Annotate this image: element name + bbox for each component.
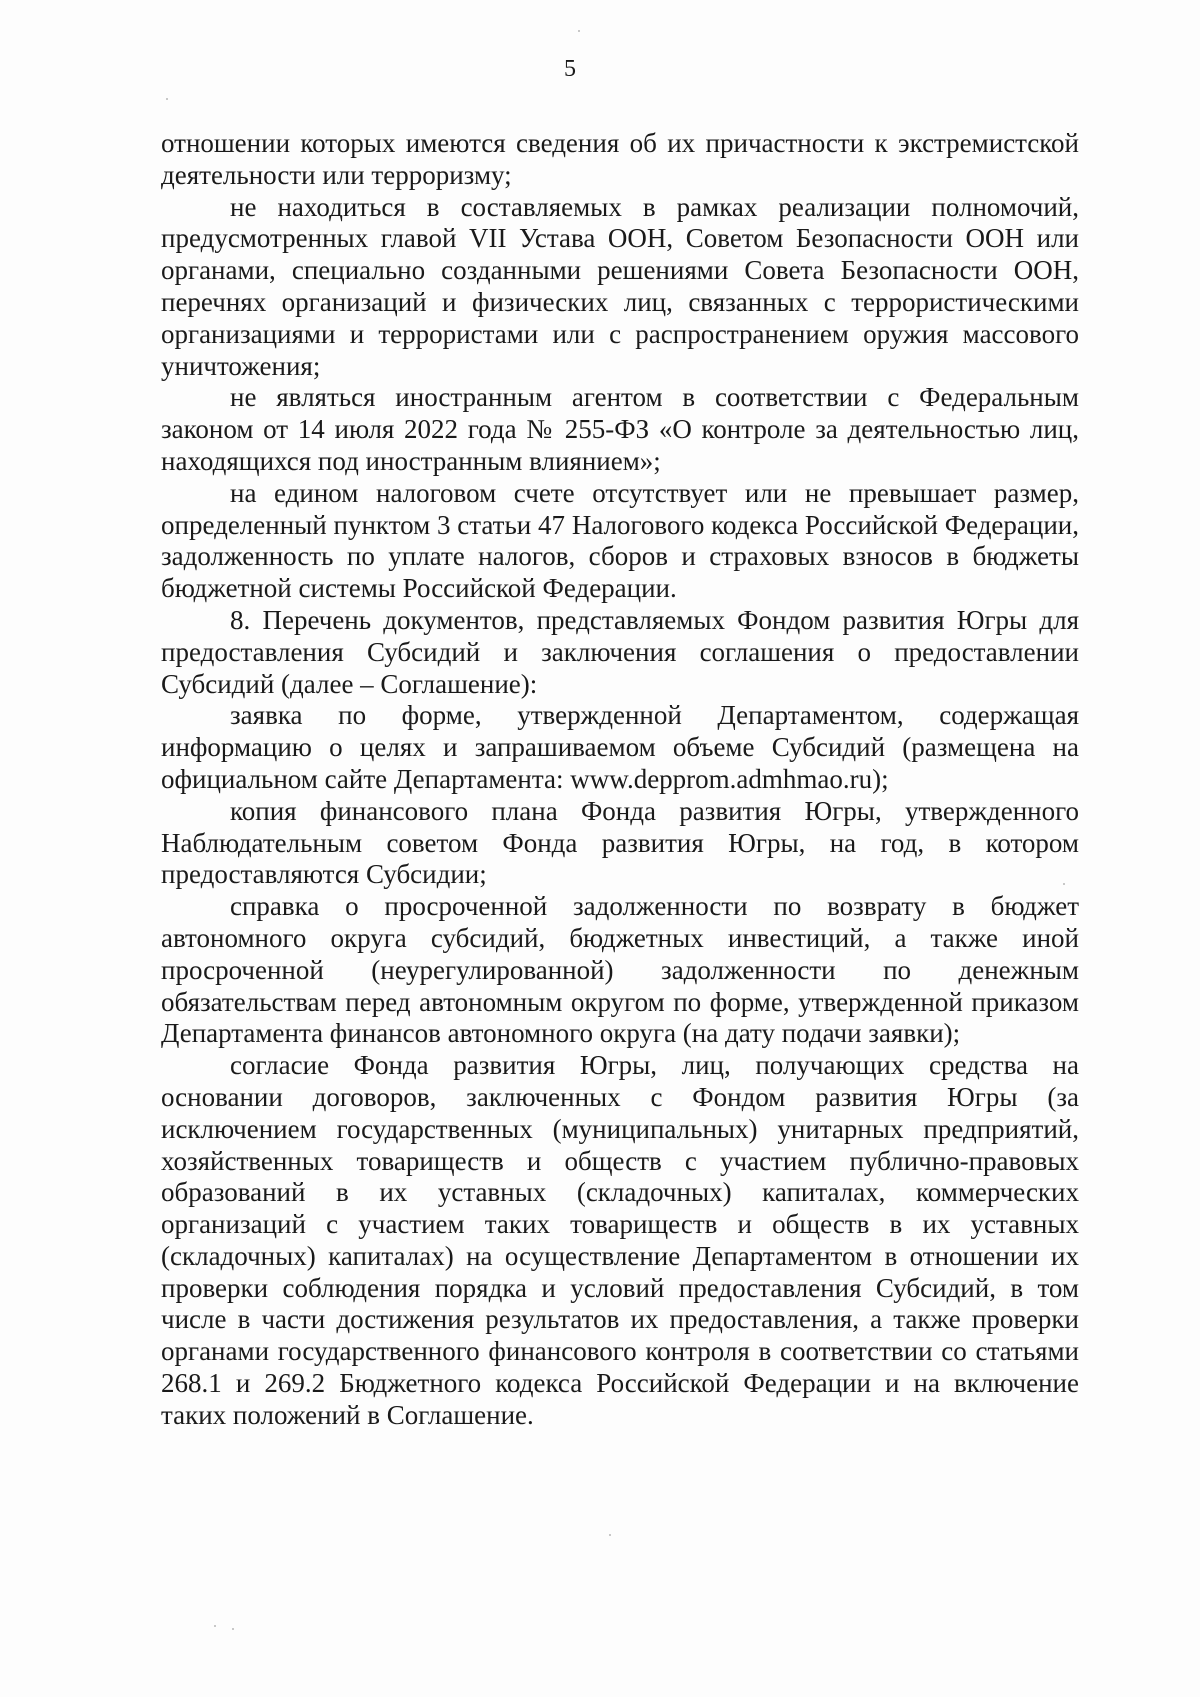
scan-speck xyxy=(578,30,580,32)
scan-speck xyxy=(214,1625,216,1627)
page-number: 5 xyxy=(564,56,576,82)
paragraph-financial-plan: копия финансового плана Фонда развития Югры, утвержденного Наблюдательным советом Фонда развития Югры, на год, в котором предоставляются Субсидии; xyxy=(161,795,1079,890)
paragraph-section-8: 8. Перечень документов, представляемых Фондом развития Югры для предоставления Субсидий и заключения соглашения о предоставлении Субсидий (далее – Соглашение): xyxy=(161,604,1079,699)
scan-speck xyxy=(232,1628,234,1630)
scan-speck xyxy=(1063,883,1065,885)
paragraph-application: заявка по форме, утвержденной Департаментом, содержащая информацию о целях и запрашиваемом объеме Субсидий (размещена на официальном сайте Департамента: www.depprom.admhmao.ru); xyxy=(161,700,1079,794)
scan-speck xyxy=(166,98,168,100)
paragraph-foreign-agent: не являться иностранным агентом в соответствии с Федеральным законом от 14 июля 2022 года № 255-ФЗ «О контроле за деятельностью лиц, находящихся под иностранным влиянием»; xyxy=(161,382,1079,476)
paragraph-debt-certificate: справка о просроченной задолженности по возврату в бюджет автономного округа субсидий, бюджетных инвестиций, а также иной просроченной (неурегулированной) задолженности по денежным обязательствам перед автономным округом по форме, утвержденной приказом Департамента финансов автономного округа (на дату подачи заявки); xyxy=(161,891,1079,1049)
paragraph-un-lists: не находиться в составляемых в рамках реализации полномочий, предусмотренных главой VII Устава ООН, Советом Безопасности ООН или органами, специально созданными решениями Совета Безопасности ООН, перечнях организаций и физических лиц, связанных с террористическими организациями и террористами или с распространением оружия массового уничтожения; xyxy=(161,191,1079,381)
document-body xyxy=(161,128,1079,1432)
scan-speck xyxy=(609,1534,611,1536)
paragraph-consent: согласие Фонда развития Югры, лиц, получающих средства на основании договоров, заключенных с Фондом развития Югры (за исключением государственных (муниципальных) унитарных предприятий, хозяйственных товариществ и обществ с участием публично-правовых образований в их уставных (складочных) капиталах, коммерческих организаций с участием таких товариществ и обществ в их уставных (складочных) капиталах) на осуществление Департаментом в отношении их проверки соблюдения порядка и условий предоставления Субсидий, в том числе в части достижения результатов их предоставления, а также проверки органами государственного финансового контроля в соответствии со статьями 268.1 и 269.2 Бюджетного кодекса Российской Федерации и на включение таких положений в Соглашение. xyxy=(161,1050,1079,1430)
paragraph-continuation: отношении которых имеются сведения об их причастности к экстремистской деятельности или терроризму; xyxy=(161,128,1079,190)
paragraph-tax-account: на едином налоговом счете отсутствует или не превышает размер, определенный пунктом 3 статьи 47 Налогового кодекса Российской Федерации, задолженность по уплате налогов, сборов и страховых взносов в бюджеты бюджетной системы Российской Федерации. xyxy=(161,477,1079,604)
